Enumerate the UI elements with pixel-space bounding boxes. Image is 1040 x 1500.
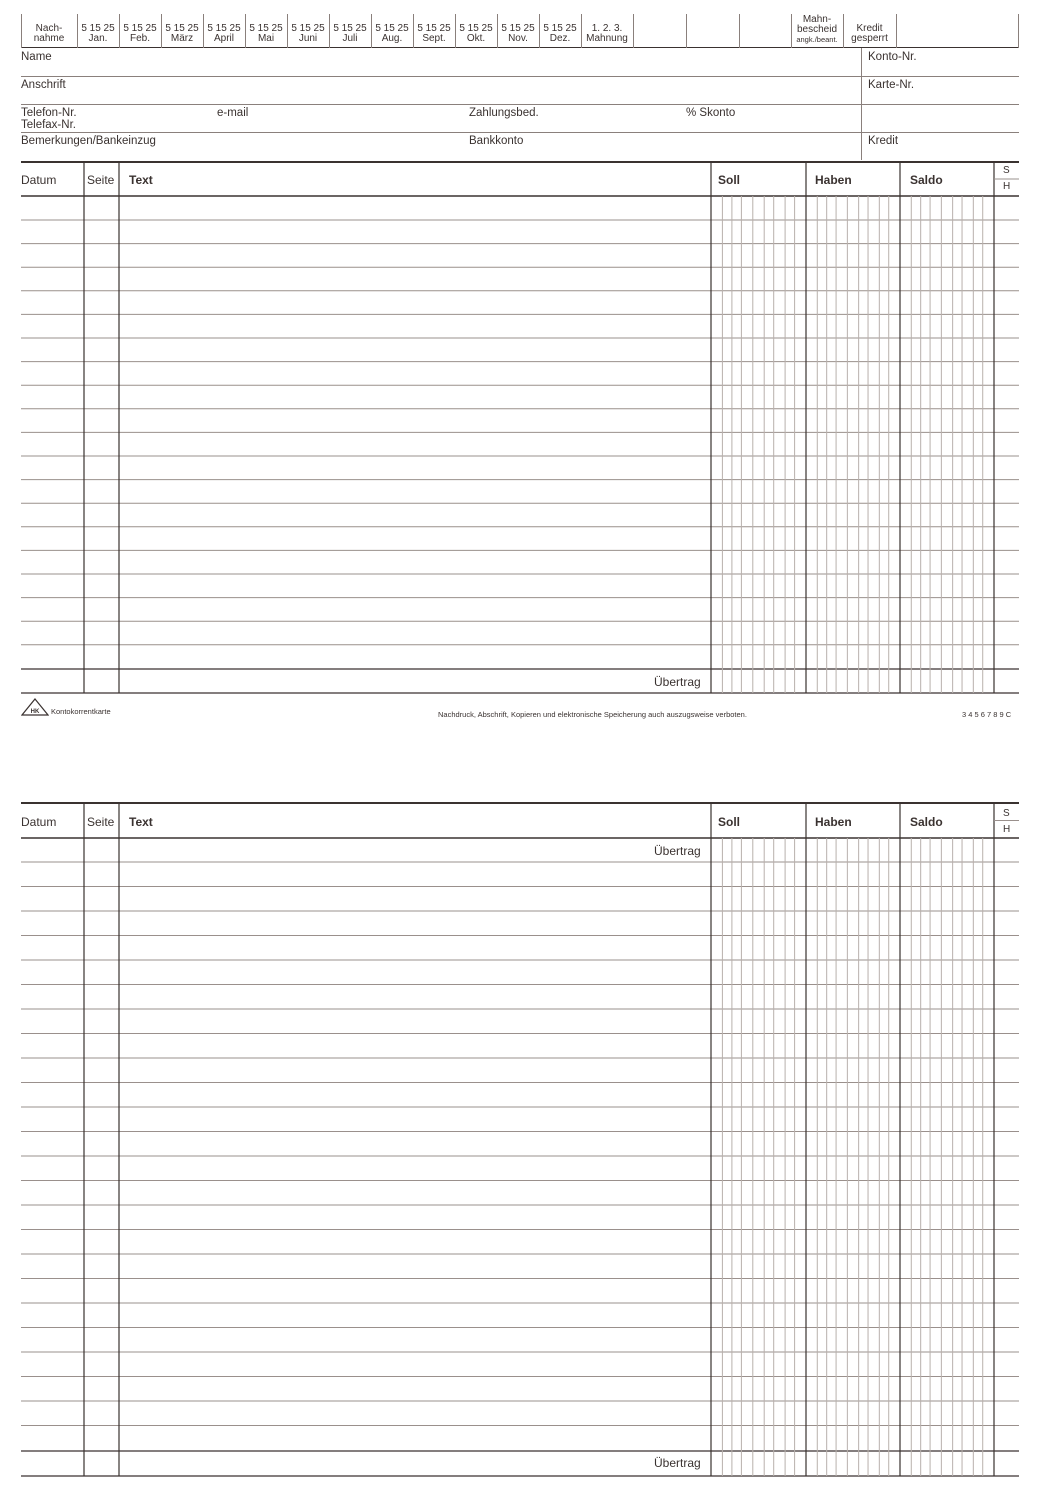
email-label: e-mail xyxy=(217,107,249,119)
s-header: S xyxy=(1003,165,1010,176)
kredit-label: Kredit xyxy=(868,135,899,147)
karte-nr-label: Karte-Nr. xyxy=(868,79,915,91)
telefax-label: Telefax-Nr. xyxy=(21,119,76,131)
svg-text:HK: HK xyxy=(30,709,40,715)
form-code: 3 4 5 6 7 8 9 C xyxy=(962,710,1012,719)
konto-nr-label: Konto-Nr. xyxy=(868,51,917,63)
mahnung-cell: 1. 2. 3. Mahnung xyxy=(586,23,628,44)
month-jan: 5 15 25 Jan. xyxy=(81,23,115,44)
month-juni: 5 15 25 Juni xyxy=(291,23,325,44)
uebertrag-bottom-2: Übertrag xyxy=(654,1456,701,1470)
datum-header-2: Datum xyxy=(21,815,57,829)
uebertrag-top-2: Übertrag xyxy=(654,844,701,858)
zahlungsbed-label: Zahlungsbed. xyxy=(469,107,539,119)
nachname-line2: nahme xyxy=(33,33,65,44)
mahnbescheid-cell: Mahn- bescheid angk./beant. xyxy=(796,14,838,44)
month-feb: 5 15 25 Feb. xyxy=(123,23,157,44)
h-header: H xyxy=(1003,181,1011,192)
bankkonto-label: Bankkonto xyxy=(469,135,524,147)
haben-header: Haben xyxy=(815,173,852,187)
soll-header: Soll xyxy=(718,173,741,187)
kredit-gesperrt-cell: Kredit gesperrt xyxy=(851,23,888,44)
copyright-notice: Nachdruck, Abschrift, Kopieren und elektronische Speicherung auch auszugsweise verboten. xyxy=(438,710,747,719)
month-april: 5 15 25 April xyxy=(207,23,241,44)
anschrift-label: Anschrift xyxy=(21,79,66,91)
text-header-2: Text xyxy=(129,815,153,829)
text-header: Text xyxy=(129,173,153,187)
h-header-2: H xyxy=(1003,824,1011,835)
haben-header-2: Haben xyxy=(815,815,852,829)
month-okt: 5 15 25 Okt. xyxy=(459,23,493,44)
s-header-2: S xyxy=(1003,808,1010,819)
logo-text: Kontokorrentkarte xyxy=(51,707,111,716)
telefon-label: Telefon-Nr. xyxy=(21,107,77,119)
uebertrag-bottom-1: Übertrag xyxy=(654,675,701,689)
publisher-logo xyxy=(21,698,49,716)
soll-header-2: Soll xyxy=(718,815,741,829)
month-nov: 5 15 25 Nov. xyxy=(501,23,535,44)
month-juli: 5 15 25 Juli xyxy=(333,23,367,44)
datum-header: Datum xyxy=(21,173,57,187)
month-maerz: 5 15 25 März xyxy=(165,23,199,44)
month-mai: 5 15 25 Mai xyxy=(249,23,283,44)
month-aug: 5 15 25 Aug. xyxy=(375,23,409,44)
saldo-header: Saldo xyxy=(910,173,943,187)
seite-header: Seite xyxy=(87,173,115,187)
seite-header-2: Seite xyxy=(87,815,115,829)
skonto-label: % Skonto xyxy=(686,107,736,119)
bemerkungen-label: Bemerkungen/Bankeinzug xyxy=(21,135,156,147)
name-field-label: Name xyxy=(21,51,52,63)
month-sept: 5 15 25 Sept. xyxy=(417,23,451,44)
month-dez: 5 15 25 Dez. xyxy=(543,23,577,44)
saldo-header-2: Saldo xyxy=(910,815,943,829)
nachname-line1: Nach- xyxy=(35,23,63,34)
